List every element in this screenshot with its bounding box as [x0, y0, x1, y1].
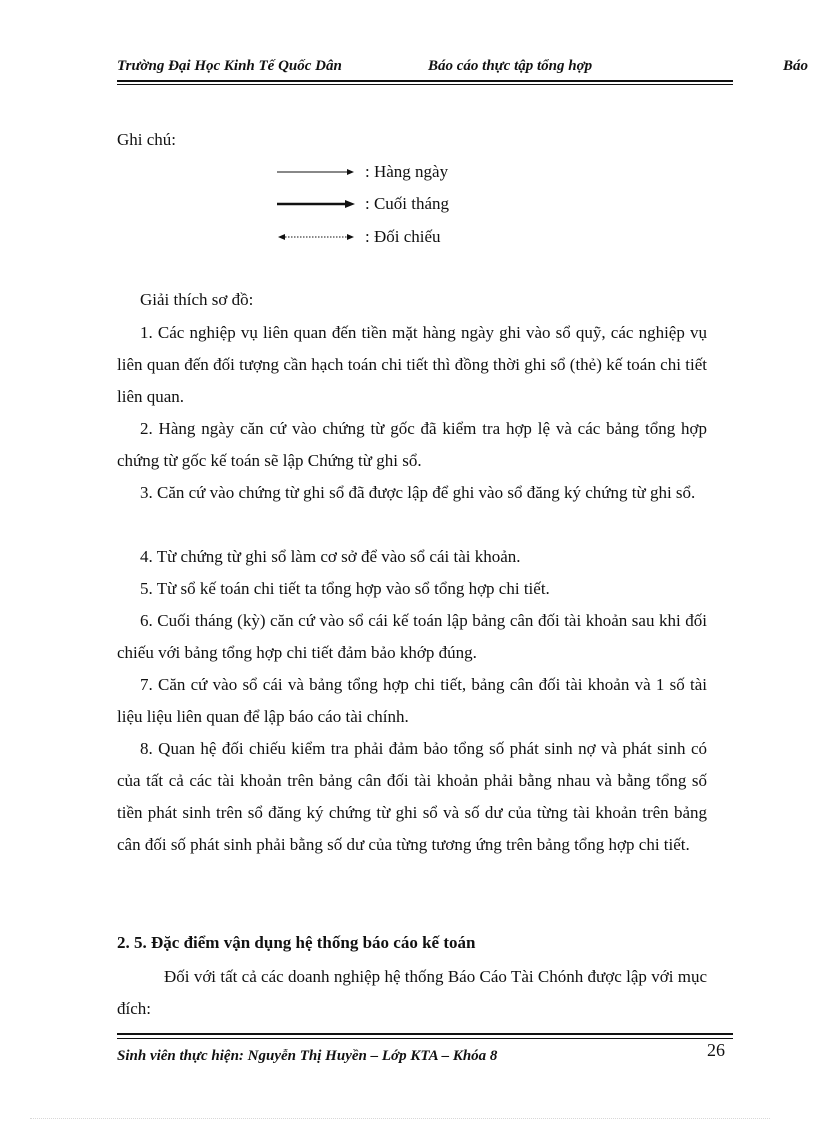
legend-item-daily [277, 160, 448, 184]
thin-arrow-icon [277, 166, 357, 178]
explanation-paragraph-4: 4. Từ chứng từ ghi sổ làm cơ sở để vào sổ cái tài khoản. [140, 547, 521, 566]
legend-title: Ghi chú: [117, 130, 177, 149]
header-report-title: Báo cáo thực tập tổng hợp [428, 58, 593, 74]
dotted-double-arrow-icon [277, 231, 357, 243]
footer-rule-thick [117, 1033, 733, 1035]
thick-arrow-icon [277, 198, 357, 210]
header-school-name: Trường Đại Học Kinh Tế Quốc Dân [117, 58, 342, 74]
legend-label-month-end: : Cuối tháng [365, 194, 450, 213]
section-heading: 2. 5. Đặc điểm vận dụng hệ thống báo cáo kế toán [117, 933, 476, 952]
legend-item-reconcile [277, 225, 441, 249]
explanation-title: Giải thích sơ đồ: [140, 290, 254, 309]
explanation-paragraph-1: 1. Các nghiệp vụ liên quan đến tiền mặt hàng ngày ghi vào sổ quỹ, các nghiệp vụ liên quan đến đối tượng cần hạch toán chi tiết thì đồng thời ghi sổ (thẻ) kế toán chi tiết liên quan. [117, 323, 707, 406]
page-number: 26 [707, 1040, 725, 1060]
page-edge-divider [30, 1118, 770, 1119]
section-intro-paragraph: Đối với tất cả các doanh nghiệp hệ thống Báo Cáo Tài Chónh được lập với mục đích: [117, 967, 707, 1018]
legend-label-reconcile: : Đối chiếu [365, 227, 441, 246]
explanation-paragraph-7: 7. Căn cứ vào sổ cái và bảng tổng hợp chi tiết, bảng cân đối tài khoản và 1 số tài liệu liệu liên quan để lập báo cáo tài chính. [117, 675, 707, 726]
footer-rule-thin [117, 1038, 733, 1039]
explanation-paragraph-6: 6. Cuối tháng (kỳ) căn cứ vào sổ cái kế toán lập bảng cân đối tài khoản sau khi đối chiếu với bảng tổng hợp chi tiết đảm bảo khớp đúng. [117, 611, 707, 662]
header-rule-thin [117, 84, 733, 85]
explanation-paragraph-5: 5. Từ sổ kế toán chi tiết ta tổng hợp vào sổ tổng hợp chi tiết. [140, 579, 550, 598]
explanation-paragraph-3: 3. Căn cứ vào chứng từ ghi sổ đã được lập để ghi vào sổ đăng ký chứng từ ghi sổ. [140, 483, 696, 502]
explanation-paragraph-2: 2. Hàng ngày căn cứ vào chứng từ gốc đã kiểm tra hợp lệ và các bảng tổng hợp chứng từ gốc kế toán sẽ lập Chứng từ ghi sổ. [117, 419, 707, 470]
header-rule-thick [117, 80, 733, 82]
footer-author: Sinh viên thực hiện: Nguyễn Thị Huyền – Lớp KTA – Khóa 8 [117, 1048, 498, 1064]
explanation-paragraph-8: 8. Quan hệ đối chiếu kiểm tra phải đảm bảo tổng số phát sinh nợ và phát sinh có của tất cả các tài khoản trên bảng cân đối tài khoản phải bằng nhau và bằng tổng số tiền phát sinh trên sổ đăng ký chứng từ ghi sổ và số dư của từng tài khoản trên bảng cân đối số phát sinh phải bằng số dư của từng tương ứng trên bảng tổng hợp chi tiết. [117, 739, 707, 854]
legend-item-month-end [277, 192, 449, 216]
legend-label-daily: : Hàng ngày [365, 162, 449, 181]
header-cutoff-text: Báo [783, 58, 809, 74]
